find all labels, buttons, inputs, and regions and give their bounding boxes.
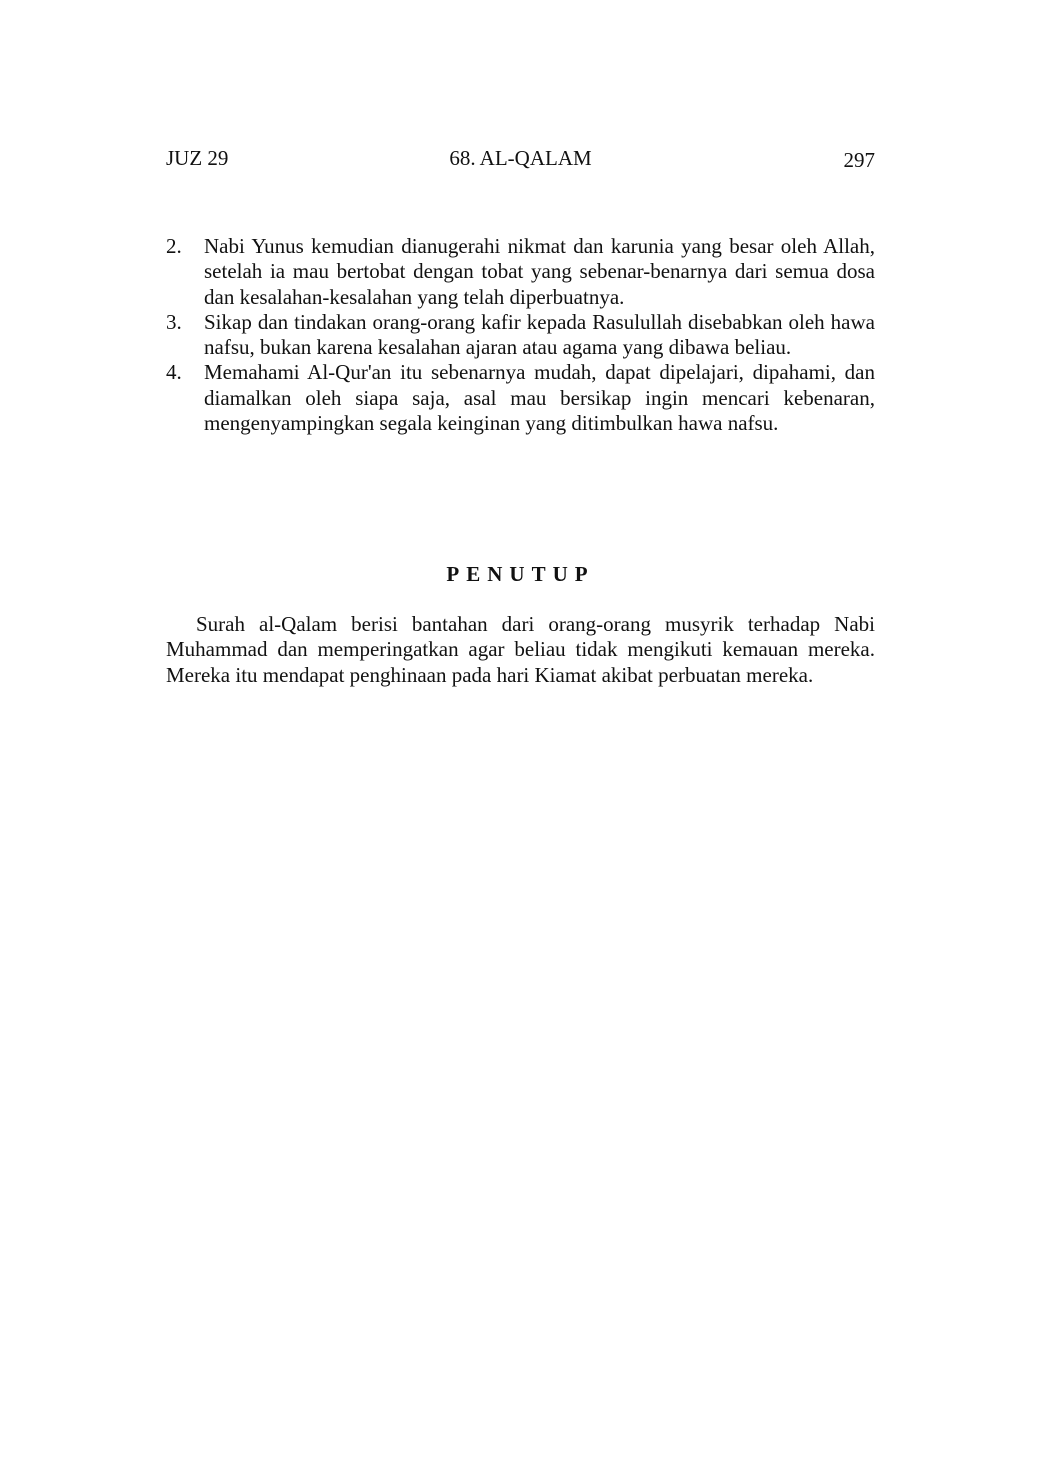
list-item-text: Nabi Yunus kemudian dianugerahi nikmat dan karunia yang besar oleh Allah, setelah ia mau bertobat dengan tobat yang sebenar-benarnya dari semua dosa dan kesalahan-kesalahan yang telah diperbuatnya.: [204, 234, 875, 309]
list-item-number: 4.: [166, 360, 182, 385]
surah-title: 68. AL-QALAM: [449, 146, 592, 170]
page-number: 297: [843, 148, 875, 172]
juz-label: JUZ 29: [166, 146, 229, 170]
list-item: [166, 234, 875, 310]
list-item-text: Memahami Al-Qur'an itu sebenarnya mudah, dapat dipelajari, dipahami, dan diamalkan oleh siapa saja, asal mau bersikap ingin mencari kebenaran, mengenyampingkan segala keinginan yang ditimbulkan hawa nafsu.: [204, 360, 875, 436]
numbered-list: [166, 234, 875, 436]
closing-heading: PENUTUP: [446, 562, 595, 586]
running-header: [166, 146, 875, 174]
list-item-number: 2.: [166, 234, 182, 258]
closing-paragraph: Surah al-Qalam berisi bantahan dari orang-orang musyrik terhadap Nabi Muhammad dan memperingatkan agar beliau tidak mengikuti kemauan mereka. Mereka itu mendapat penghinaan pada hari Kiamat akibat perbuatan mereka.: [166, 612, 875, 687]
list-item-number: 3.: [166, 309, 182, 334]
list-item: [166, 360, 875, 436]
list-item: [166, 310, 875, 361]
list-item-text: Sikap dan tindakan orang-orang kafir kepada Rasulullah disebabkan oleh hawa nafsu, bukan karena kesalahan ajaran atau agama yang dibawa beliau.: [204, 309, 875, 360]
